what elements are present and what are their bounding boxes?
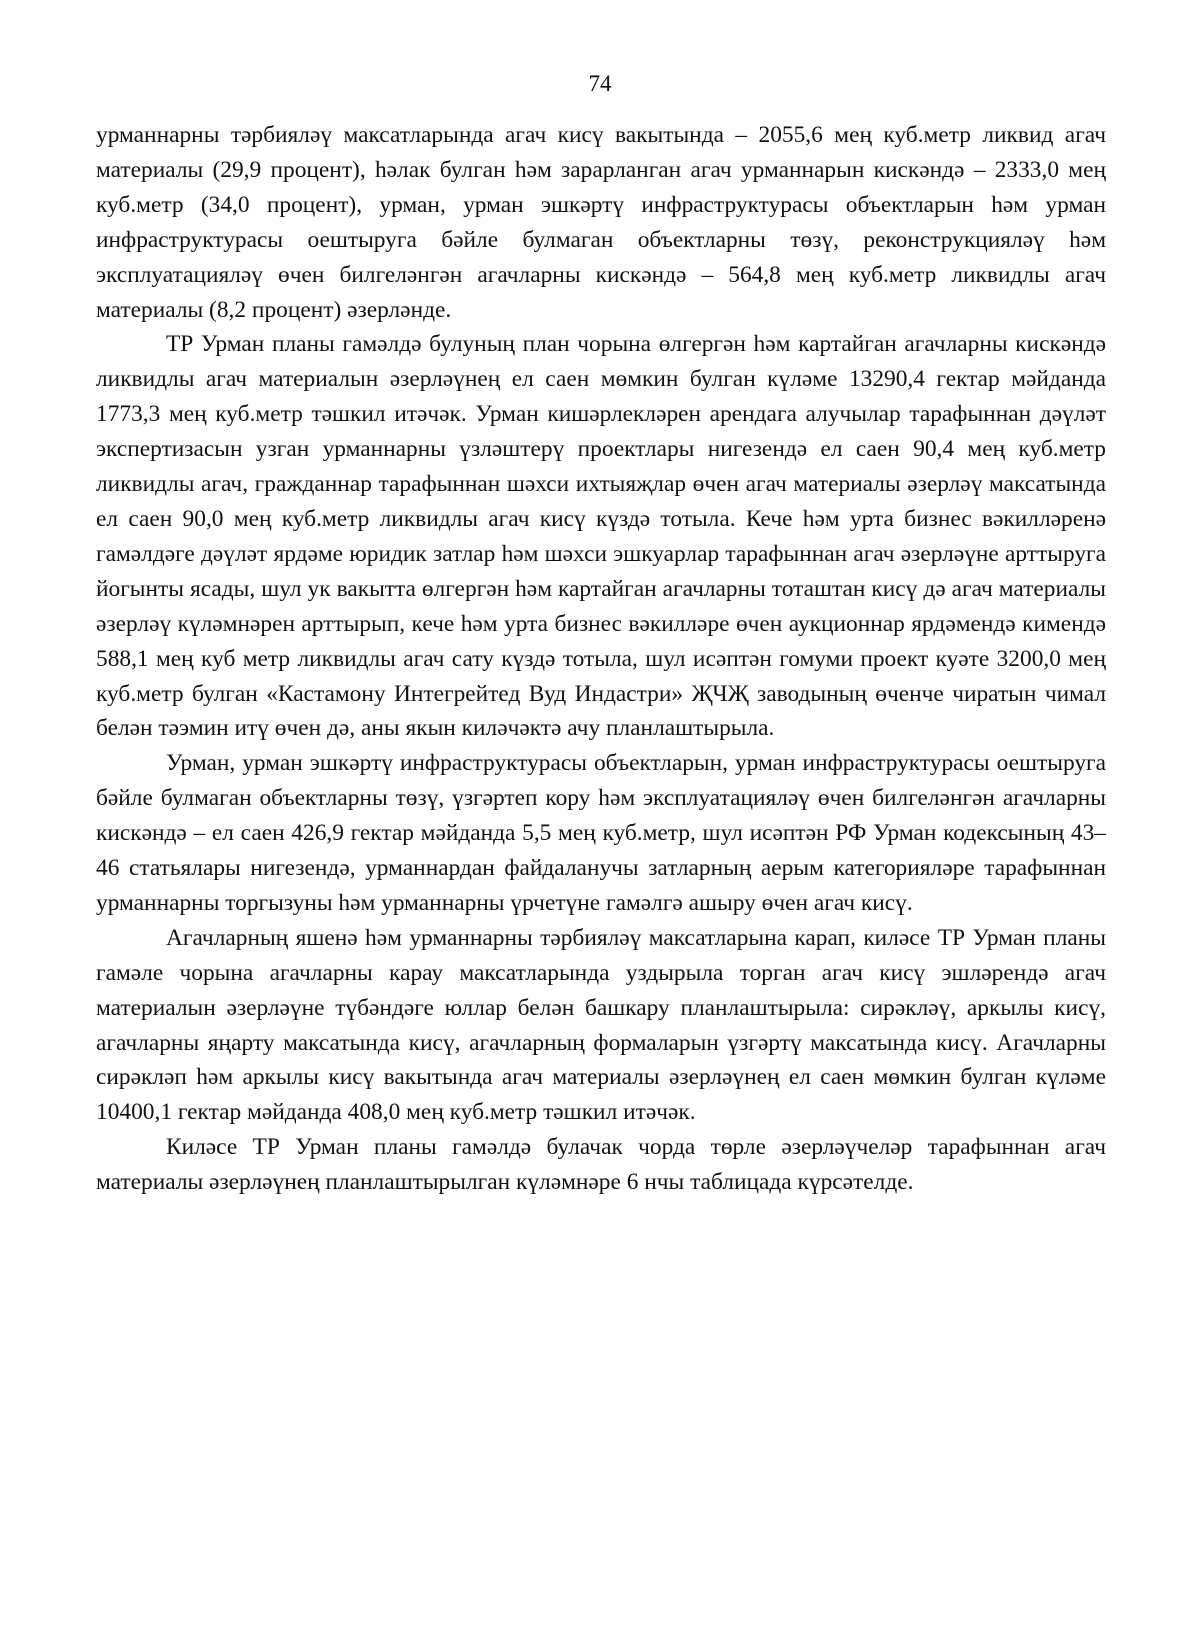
page-number: 74 bbox=[588, 71, 612, 96]
paragraph-tending-felling: Агачларның яшенә һәм урманнарны тәрбияләү максатларына карап, киләсе ТР Урман планы гамәле чорына агачларны карау максатларында уздырыла торган агач кисү эшләрендә агач материалын әзерләүне түбәндәге юллар белән башкару планлаштырыла: сирәкләү, аркылы кисү, агачларны яңарту максатында кисү, агачларның формаларын үзгәртү максатында кисү. Агачларны сирәкләп һәм аркылы кисү вакытында агач материалы әзерләүнең ел саен мөмкин булган күләме 10400,1 гектар мәйданда 408,0 мең куб.метр тәшкил итәчәк. bbox=[96, 924, 1106, 1126]
body-text bbox=[96, 118, 1106, 1200]
paragraph-table-reference: Киләсе ТР Урман планы гамәлдә булачак чорда төрле әзерләүчеләр тарафыннан агач материалы әзерләүнең планлаштырылган күләмнәре 6 нчы таблицада күрсәтелде. bbox=[96, 1134, 1106, 1196]
paragraph-continuation: урманнарны тәрбияләү максатларында агач кисү вакытында – 2055,6 мең куб.метр ликвид агач материалы (29,9 процент), һәлак булган һәм зарарланган агач урманнарын кискәндә – 2333,0 мең куб.метр (34,0 процент), урман, урман эшкәртү инфраструктурасы объектларын һәм урман инфраструктурасы оештыруга бәйле булмаган объектларны төзү, реконструкцияләү һәм эксплуатацияләү өчен билгеләнгән агачларны кискәндә – 564,8 мең куб.метр ликвидлы агач материалы (8,2 процент) әзерләнде. bbox=[96, 122, 1106, 323]
paragraph-infrastructure-felling: Урман, урман эшкәртү инфраструктурасы объектларын, урман инфраструктурасы оештыруга бәйле булмаган объектларны төзү, үзгәртеп кору һәм эксплуатацияләү өчен билгеләнгән агачларны кискәндә – ел саен 426,9 гектар мәйданда 5,5 мең куб.метр, шул исәптән РФ Урман кодексының 43–46 статьялары нигезендә, урманнардан файдаланучы затларның аерым категорияләре тарафыннан урманнарны торгызуны һәм урманнарны үрчетүне гамәлгә ашыру өчен агач кисү. bbox=[96, 750, 1106, 916]
paragraph-forest-plan-volume: ТР Урман планы гамәлдә булуның план чорына өлгергән һәм картайган агачларны кискәндә ликвидлы агач материалын әзерләүнең ел саен мөмкин булган күләме 13290,4 гектар мәйданда 1773,3 мең куб.метр тәшкил итәчәк. Урман кишәрлекләрен арендага алучылар тарафыннан дәүләт экспертизасын узган урманнарны үзләштерү проектлары нигезендә ел саен 90,4 мең куб.метр ликвидлы агач, гражданнар тарафыннан шәхси ихтыяҗлар өчен агач материалы әзерләү максатында ел саен 90,0 мең куб.метр ликвидлы агач кисү күздә тотыла. Кече һәм урта бизнес вәкилләренә гамәлдәге дәүләт ярдәме юридик затлар һәм шәхси эшкуарлар тарафыннан агач әзерләүне арттыруга йогынты ясады, шул ук вакытта өлгергән һәм картайган агачларны тоташтан кисү дә агач материалы әзерләү күләмнәрен арттырып, кече һәм урта бизнес вәкилләре өчен аукционнар ярдәмендә кимендә 588,1 мең куб метр ликвидлы агач сату күздә тотыла, шул исәптән гомуми проект куәте 3200,0 мең куб.метр булган «Кастамону Интегрейтед Вуд Индастри» ҖЧҖ заводының өченче чиратын чимал белән тәэмин итү өчен дә, аны якын киләчәктә ачу планлаштырыла. bbox=[96, 331, 1106, 742]
